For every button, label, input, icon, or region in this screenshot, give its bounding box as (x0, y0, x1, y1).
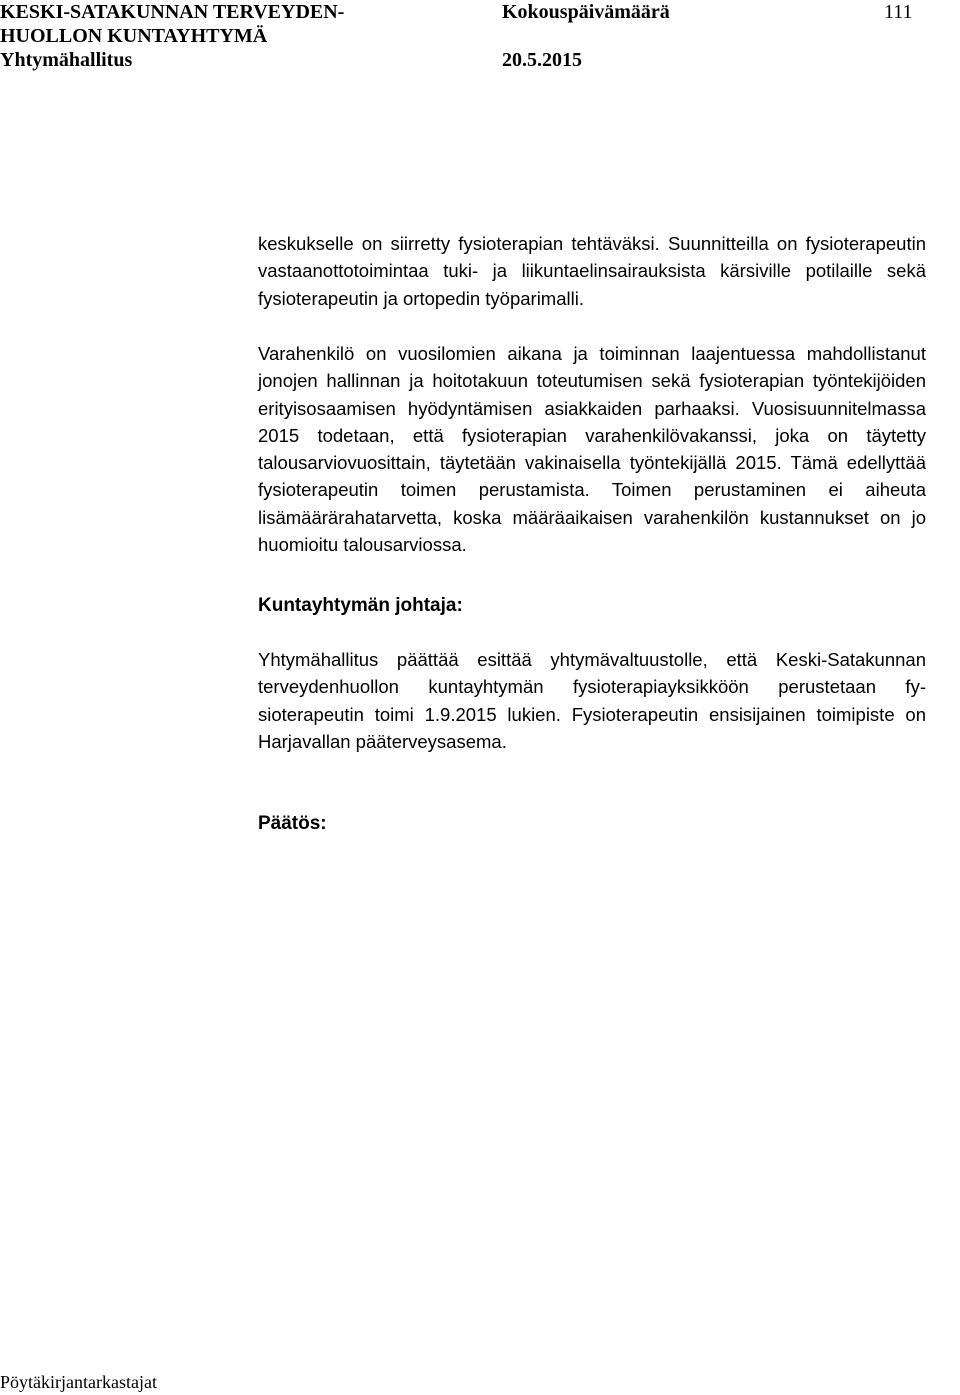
meeting-date: 20.5.2015 (502, 49, 582, 71)
organization-name-line2: HUOLLON KUNTAYHTYMÄ (0, 25, 268, 47)
paragraph-intro: keskukselle on siirretty fysioterapian tehtäväksi. Suunnitteilla on fysioterapeutin vastaanottotoimintaa tuki- ja liikuntaelinsairauksista kärsiville potilaille sekä fysioterapeutin ja ortopedin työparimalli. (258, 233, 926, 309)
organization-name-line1: KESKI-SATAKUNNAN TERVEYDEN- (0, 1, 345, 23)
body-name: Yhtymähallitus (0, 49, 133, 71)
section-heading-decision: Päätös: (258, 813, 327, 834)
section-heading-director: Kuntayhtymän johtaja: (258, 595, 463, 616)
meeting-date-label: Kokouspäivämäärä (502, 1, 670, 23)
page-number: 111 (884, 1, 913, 23)
paragraph-substitute: Varahenkilö on vuosilomien aikana ja toiminnan laajentuessa mahdollistanut jonojen hallinnan ja hoitotakuun toteutumisen sekä fysioterapian työntekijöiden erityisosaamisen hyödyntämisen asiakkaiden parhaaksi. Vuosisuunnitelmassa 2015 todetaan, että fysioterapian varahenkilövakanssi, joka on täytetty talousarviovuosittain, täytetään vakinaisella työntekijällä 2015. Tämä edellyttää fysioterapeutin toimen perustamista. Toimen perustaminen ei aiheuta lisämäärärahatarvetta, koska määräaikaisen varahenkilön kustannukset on jo huomioitu talousarviossa. (258, 343, 926, 556)
paragraph-proposal: Yhtymähallitus päättää esittää yhtymävaltuustolle, että Keski-Satakunnan terveydenhuollon kuntayhtymän fysioterapiayksikköön perustetaan fysioterapeutin toimi 1.9.2015 lukien. Fysioterapeutin ensisijainen toimipiste on Harjavallan pääterveysasema. (258, 649, 926, 752)
footer-minutes-reviewers: Pöytäkirjantarkastajat (0, 1372, 157, 1392)
